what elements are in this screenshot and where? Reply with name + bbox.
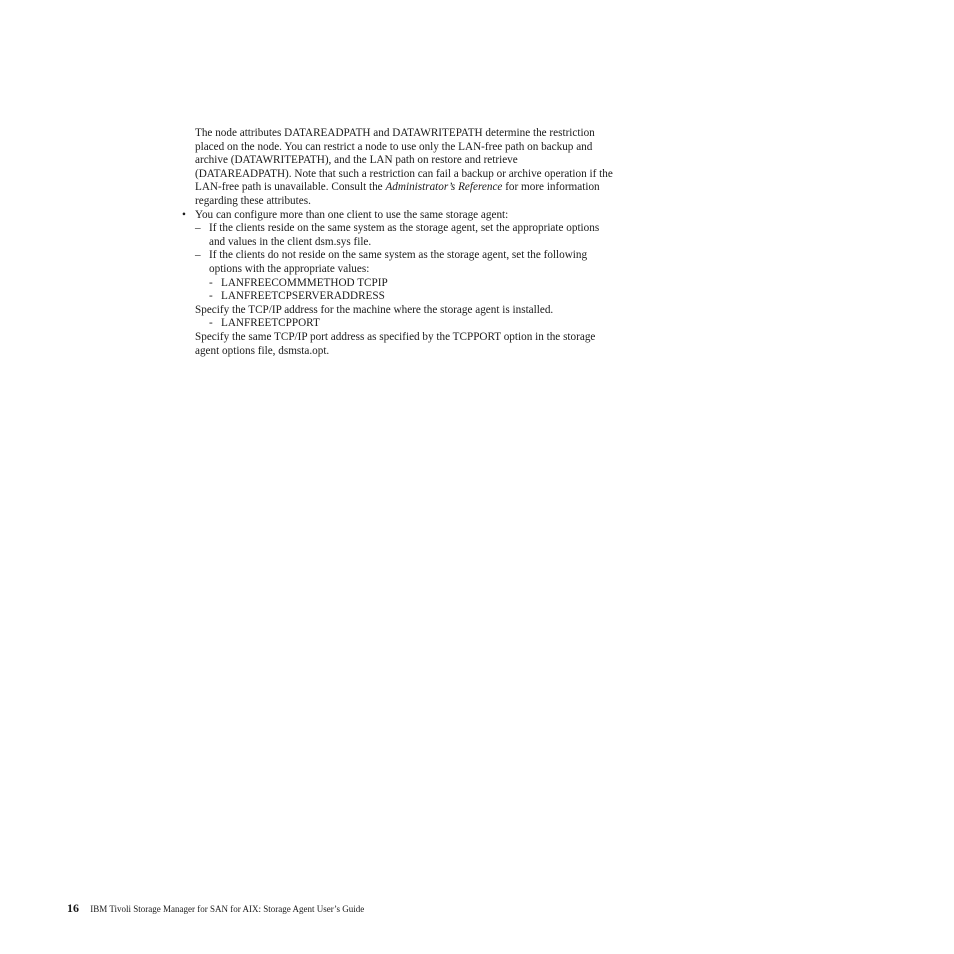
option-name: LANFREETCPSERVERADDRESS	[221, 290, 385, 303]
dash-text: If the clients reside on the same system as the storage agent, set the appropriate options and values in the client dsm.sys file.	[209, 222, 600, 248]
option-marker: -	[209, 276, 213, 289]
option-lanfreecommmethod	[209, 276, 615, 291]
page-footer	[67, 902, 364, 915]
option-marker: -	[209, 290, 213, 303]
reference-title: Administrator’s Reference	[385, 181, 503, 194]
intro-text-end: for more information regarding these attributes.	[195, 181, 600, 207]
option-name: LANFREECOMMMETHOD TCPIP	[221, 276, 388, 289]
intro-paragraph	[195, 127, 615, 209]
dash-item-different-system	[195, 249, 615, 276]
bullet-marker: •	[182, 208, 186, 221]
book-title: IBM Tivoli Storage Manager for SAN for AIX: Storage Agent User’s Guide	[90, 904, 365, 914]
option-marker: -	[209, 317, 213, 330]
option-description: Specify the TCP/IP address for the machine where the storage agent is installed.	[195, 303, 554, 316]
dash-marker: –	[195, 249, 201, 262]
page-number: 16	[67, 901, 79, 915]
dash-text: If the clients do not reside on the same system as the storage agent, set the following options with the appropriate values:	[209, 249, 588, 275]
dash-item-same-system	[195, 222, 615, 249]
bullet-item	[182, 208, 615, 223]
option-lanfreetcpserveraddress	[209, 290, 615, 304]
dash-marker: –	[195, 222, 201, 235]
option-name: LANFREETCPPORT	[221, 317, 320, 330]
intro-text: The node attributes DATAREADPATH and DATAWRITEPATH determine the restriction placed on the node. You can restrict a node to use only the LAN-free path on backup and archive (DATAWRITEPATH), and the LAN path on restore and retrieve (DATAREADPATH). Note that such a restriction can fail a backup or archive operation if the LAN-free path is unavailable. Consult the	[195, 127, 613, 194]
option-lanfreetcpport	[209, 317, 615, 331]
bullet-text: You can configure more than one client to use the same storage agent:	[195, 208, 509, 221]
page-body	[182, 127, 615, 358]
option-description: Specify the same TCP/IP port address as specified by the TCPPORT option in the storage agent options file, dsmsta.opt.	[195, 330, 596, 357]
